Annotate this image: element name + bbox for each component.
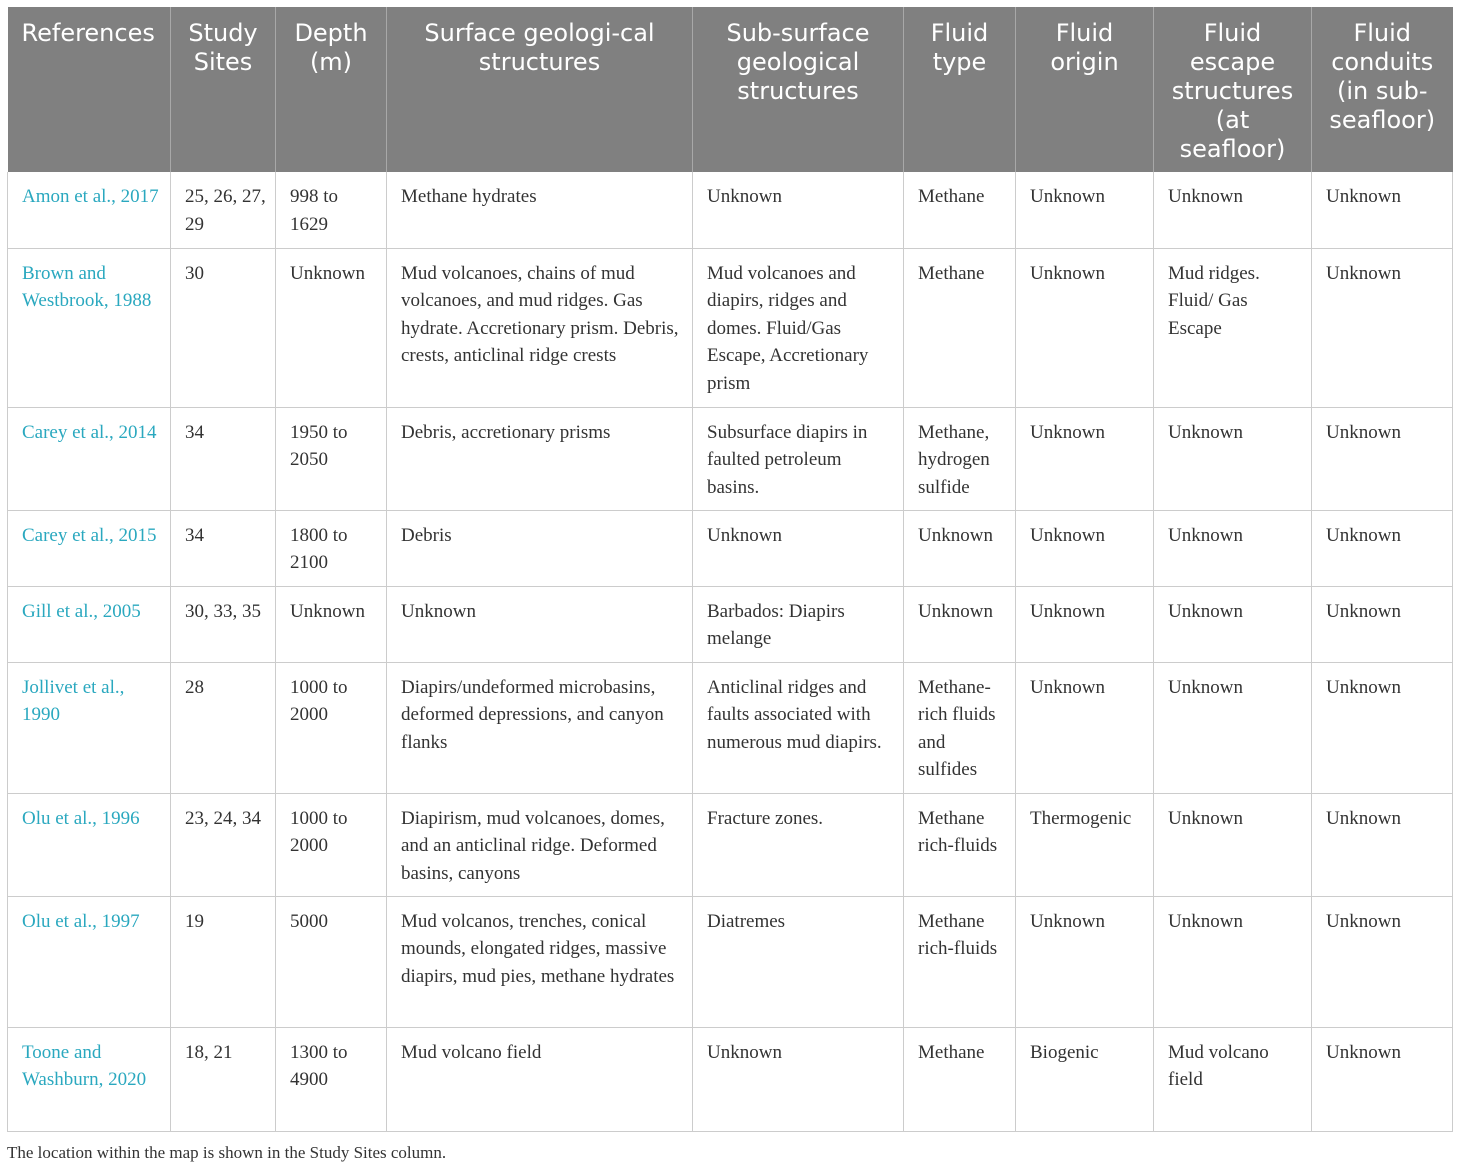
fluid-conduits-cell: Unknown <box>1312 1027 1453 1131</box>
header-fluid-origin: Fluid origin <box>1016 7 1154 172</box>
fluid-conduits-cell: Unknown <box>1312 896 1453 1027</box>
table-row <box>8 407 1453 510</box>
fluid-escape-cell: Unknown <box>1154 793 1312 896</box>
subsurface-structures-cell: Barbados: Diapirs melange <box>693 586 904 662</box>
table-footnote: The location within the map is shown in the Study Sites column. <box>7 1143 447 1162</box>
fluid-origin-cell: Thermogenic <box>1016 793 1154 896</box>
fluid-conduits-cell: Unknown <box>1312 662 1453 793</box>
subsurface-structures-cell: Mud volcanoes and diapirs, ridges and domes. Fluid/Gas Escape, Accretionary prism <box>693 248 904 407</box>
fluid-origin-cell: Unknown <box>1016 510 1154 586</box>
header-study-sites: Study Sites <box>171 7 276 172</box>
fluid-origin-cell: Unknown <box>1016 896 1154 1027</box>
subsurface-structures-cell: Unknown <box>693 1027 904 1131</box>
reference-link[interactable]: Carey et al., 2015 <box>22 524 157 546</box>
surface-structures-cell: Diapirism, mud volcanoes, domes, and an anticlinal ridge. Deformed basins, canyons <box>387 793 693 896</box>
depth-cell: 1800 to 2100 <box>276 510 387 586</box>
reference-cell <box>8 662 171 793</box>
depth-cell: 1000 to 2000 <box>276 793 387 896</box>
reference-cell <box>8 896 171 1027</box>
fluid-escape-cell: Mud ridges. Fluid/ Gas Escape <box>1154 248 1312 407</box>
header-subsurface-structures: Sub-surface geological structures <box>693 7 904 172</box>
study-sites-cell: 34 <box>171 407 276 510</box>
reference-cell <box>8 248 171 407</box>
study-sites-cell: 30, 33, 35 <box>171 586 276 662</box>
surface-structures-cell: Debris <box>387 510 693 586</box>
fluid-conduits-cell: Unknown <box>1312 586 1453 662</box>
fluid-origin-cell: Biogenic <box>1016 1027 1154 1131</box>
surface-structures-cell: Mud volcanos, trenches, conical mounds, elongated ridges, massive diapirs, mud pies, methane hydrates <box>387 896 693 1027</box>
depth-cell: Unknown <box>276 586 387 662</box>
fluid-type-cell: Methane-rich fluids and sulfides <box>904 662 1016 793</box>
reference-cell <box>8 407 171 510</box>
reference-link[interactable]: Jollivet et al., 1990 <box>22 676 125 725</box>
subsurface-structures-cell: Unknown <box>693 510 904 586</box>
reference-cell <box>8 1027 171 1131</box>
fluid-escape-cell: Unknown <box>1154 510 1312 586</box>
surface-structures-cell: Unknown <box>387 586 693 662</box>
surface-structures-cell: Mud volcanoes, chains of mud volcanoes, and mud ridges. Gas hydrate. Accretionary prism. Debris, crests, anticlinal ridge crests <box>387 248 693 407</box>
reference-link[interactable]: Olu et al., 1997 <box>22 910 140 932</box>
depth-cell: 998 to 1629 <box>276 172 387 248</box>
fluid-type-cell: Methane rich-fluids <box>904 896 1016 1027</box>
fluid-escape-cell: Unknown <box>1154 662 1312 793</box>
references-table <box>7 7 1453 1132</box>
table-row <box>8 510 1453 586</box>
table-row <box>8 793 1453 896</box>
reference-link[interactable]: Carey et al., 2014 <box>22 421 157 443</box>
study-sites-cell: 25, 26, 27, 29 <box>171 172 276 248</box>
study-sites-cell: 28 <box>171 662 276 793</box>
surface-structures-cell: Debris, accretionary prisms <box>387 407 693 510</box>
surface-structures-cell: Mud volcano field <box>387 1027 693 1131</box>
subsurface-structures-cell: Diatremes <box>693 896 904 1027</box>
study-sites-cell: 34 <box>171 510 276 586</box>
fluid-origin-cell: Unknown <box>1016 586 1154 662</box>
fluid-type-cell: Methane <box>904 172 1016 248</box>
fluid-conduits-cell: Unknown <box>1312 248 1453 407</box>
reference-link[interactable]: Gill et al., 2005 <box>22 600 141 622</box>
fluid-conduits-cell: Unknown <box>1312 793 1453 896</box>
header-fluid-conduits: Fluid conduits (in sub-seafloor) <box>1312 7 1453 172</box>
fluid-conduits-cell: Unknown <box>1312 407 1453 510</box>
fluid-escape-cell: Unknown <box>1154 586 1312 662</box>
fluid-escape-cell: Unknown <box>1154 407 1312 510</box>
fluid-conduits-cell: Unknown <box>1312 172 1453 248</box>
surface-structures-cell: Diapirs/undeformed microbasins, deformed depressions, and canyon flanks <box>387 662 693 793</box>
fluid-origin-cell: Unknown <box>1016 172 1154 248</box>
fluid-type-cell: Methane rich-fluids <box>904 793 1016 896</box>
table-row <box>8 586 1453 662</box>
fluid-origin-cell: Unknown <box>1016 407 1154 510</box>
reference-cell <box>8 510 171 586</box>
fluid-origin-cell: Unknown <box>1016 248 1154 407</box>
depth-cell: 1300 to 4900 <box>276 1027 387 1131</box>
fluid-type-cell: Methane <box>904 248 1016 407</box>
table-row <box>8 896 1453 1027</box>
table-row <box>8 662 1453 793</box>
fluid-type-cell: Unknown <box>904 510 1016 586</box>
header-fluid-type: Fluid type <box>904 7 1016 172</box>
fluid-type-cell: Unknown <box>904 586 1016 662</box>
fluid-type-cell: Methane, hydrogen sulfide <box>904 407 1016 510</box>
reference-link[interactable]: Olu et al., 1996 <box>22 807 140 829</box>
study-sites-cell: 23, 24, 34 <box>171 793 276 896</box>
header-row <box>8 7 1453 172</box>
reference-link[interactable]: Toone and Washburn, 2020 <box>22 1041 147 1090</box>
header-depth: Depth (m) <box>276 7 387 172</box>
reference-cell <box>8 586 171 662</box>
fluid-conduits-cell: Unknown <box>1312 510 1453 586</box>
reference-link[interactable]: Brown and Westbrook, 1988 <box>22 262 152 311</box>
depth-cell: 1000 to 2000 <box>276 662 387 793</box>
subsurface-structures-cell: Anticlinal ridges and faults associated with numerous mud diapirs. <box>693 662 904 793</box>
subsurface-structures-cell: Subsurface diapirs in faulted petroleum basins. <box>693 407 904 510</box>
table-row <box>8 248 1453 407</box>
study-sites-cell: 19 <box>171 896 276 1027</box>
table-row <box>8 1027 1453 1131</box>
surface-structures-cell: Methane hydrates <box>387 172 693 248</box>
header-references: References <box>8 7 171 172</box>
depth-cell: Unknown <box>276 248 387 407</box>
fluid-type-cell: Methane <box>904 1027 1016 1131</box>
subsurface-structures-cell: Fracture zones. <box>693 793 904 896</box>
reference-cell <box>8 793 171 896</box>
study-sites-cell: 18, 21 <box>171 1027 276 1131</box>
header-surface-structures: Surface geologi-cal structures <box>387 7 693 172</box>
fluid-escape-cell: Unknown <box>1154 172 1312 248</box>
subsurface-structures-cell: Unknown <box>693 172 904 248</box>
table-row <box>8 172 1453 248</box>
study-sites-cell: 30 <box>171 248 276 407</box>
reference-cell <box>8 172 171 248</box>
reference-link[interactable]: Amon et al., 2017 <box>22 186 159 207</box>
fluid-escape-cell: Mud volcano field <box>1154 1027 1312 1131</box>
depth-cell: 5000 <box>276 896 387 1027</box>
fluid-origin-cell: Unknown <box>1016 662 1154 793</box>
fluid-escape-cell: Unknown <box>1154 896 1312 1027</box>
header-fluid-escape: Fluid escape structures (at seafloor) <box>1154 7 1312 172</box>
table-body <box>8 172 1453 1131</box>
depth-cell: 1950 to 2050 <box>276 407 387 510</box>
